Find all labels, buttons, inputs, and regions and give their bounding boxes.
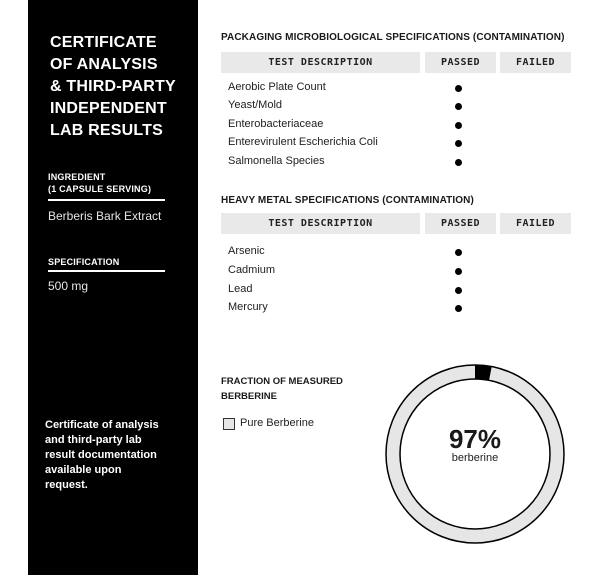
specification-label: SPECIFICATION	[48, 257, 120, 267]
fraction-title-line: FRACTION OF MEASURED	[221, 376, 343, 387]
fraction-title-line: BERBERINE	[221, 391, 277, 402]
title-line: OF ANALYSIS	[50, 56, 158, 73]
ingredient-value: Berberis Bark Extract	[48, 209, 162, 223]
micro-header-failed: FAILED	[500, 52, 571, 73]
note-line: request.	[45, 479, 88, 491]
micro-header-test: TEST DESCRIPTION	[221, 52, 420, 73]
sidebar	[28, 0, 198, 575]
passed-dot	[455, 287, 462, 294]
donut-remainder-arc	[475, 372, 490, 373]
metals-section-title: HEAVY METAL SPECIFICATIONS (CONTAMINATION)	[221, 195, 474, 206]
note-line: Certificate of analysis	[45, 419, 159, 431]
metals-header-test: TEST DESCRIPTION	[221, 213, 420, 234]
micro-row-label: Yeast/Mold	[228, 99, 283, 111]
micro-row-label: Enterobacteriaceae	[228, 118, 324, 130]
percent-label: berberine	[451, 452, 499, 464]
passed-dot	[455, 103, 462, 110]
micro-row-label: Aerobic Plate Count	[228, 81, 326, 93]
passed-dot	[455, 159, 462, 166]
ingredient-label-line: INGREDIENT	[48, 172, 106, 182]
certificate-title	[50, 32, 190, 142]
title-line: & THIRD-PARTY	[50, 78, 176, 95]
metals-row-label: Lead	[228, 283, 253, 295]
title-line: INDEPENDENT	[50, 100, 167, 117]
legend-label: Pure Berberine	[240, 417, 314, 429]
metals-row-label: Mercury	[228, 301, 268, 313]
title-line: LAB RESULTS	[50, 122, 164, 139]
metals-row-label: Arsenic	[228, 245, 265, 257]
micro-row-label: Salmonella Species	[228, 155, 325, 167]
divider	[48, 270, 165, 272]
passed-dot	[455, 140, 462, 147]
micro-section-title: PACKAGING MICROBIOLOGICAL SPECIFICATIONS (CONTAMINATION)	[221, 32, 565, 43]
metals-header-failed: FAILED	[500, 213, 571, 234]
title-line: CERTIFICATE	[50, 34, 157, 51]
note-line: result documentation	[45, 449, 157, 461]
passed-dot	[455, 122, 462, 129]
legend-swatch	[223, 418, 235, 430]
fraction-title	[221, 374, 381, 404]
specification-value: 500 mg	[48, 279, 89, 293]
note-line: and third-party lab	[45, 434, 142, 446]
passed-dot	[455, 85, 462, 92]
passed-dot	[455, 305, 462, 312]
percent-value: 97%	[448, 424, 502, 454]
micro-row-label: Enterevirulent Escherichia Coli	[228, 136, 378, 148]
ingredient-label-line: (1 CAPSULE SERVING)	[48, 184, 152, 194]
passed-dot	[455, 268, 462, 275]
micro-header-passed: PASSED	[425, 52, 496, 73]
metals-header-passed: PASSED	[425, 213, 496, 234]
availability-note	[45, 418, 175, 493]
note-line: available upon	[45, 464, 122, 476]
passed-dot	[455, 249, 462, 256]
metals-row-label: Cadmium	[228, 264, 276, 276]
divider	[48, 199, 165, 201]
ingredient-label	[48, 171, 151, 195]
